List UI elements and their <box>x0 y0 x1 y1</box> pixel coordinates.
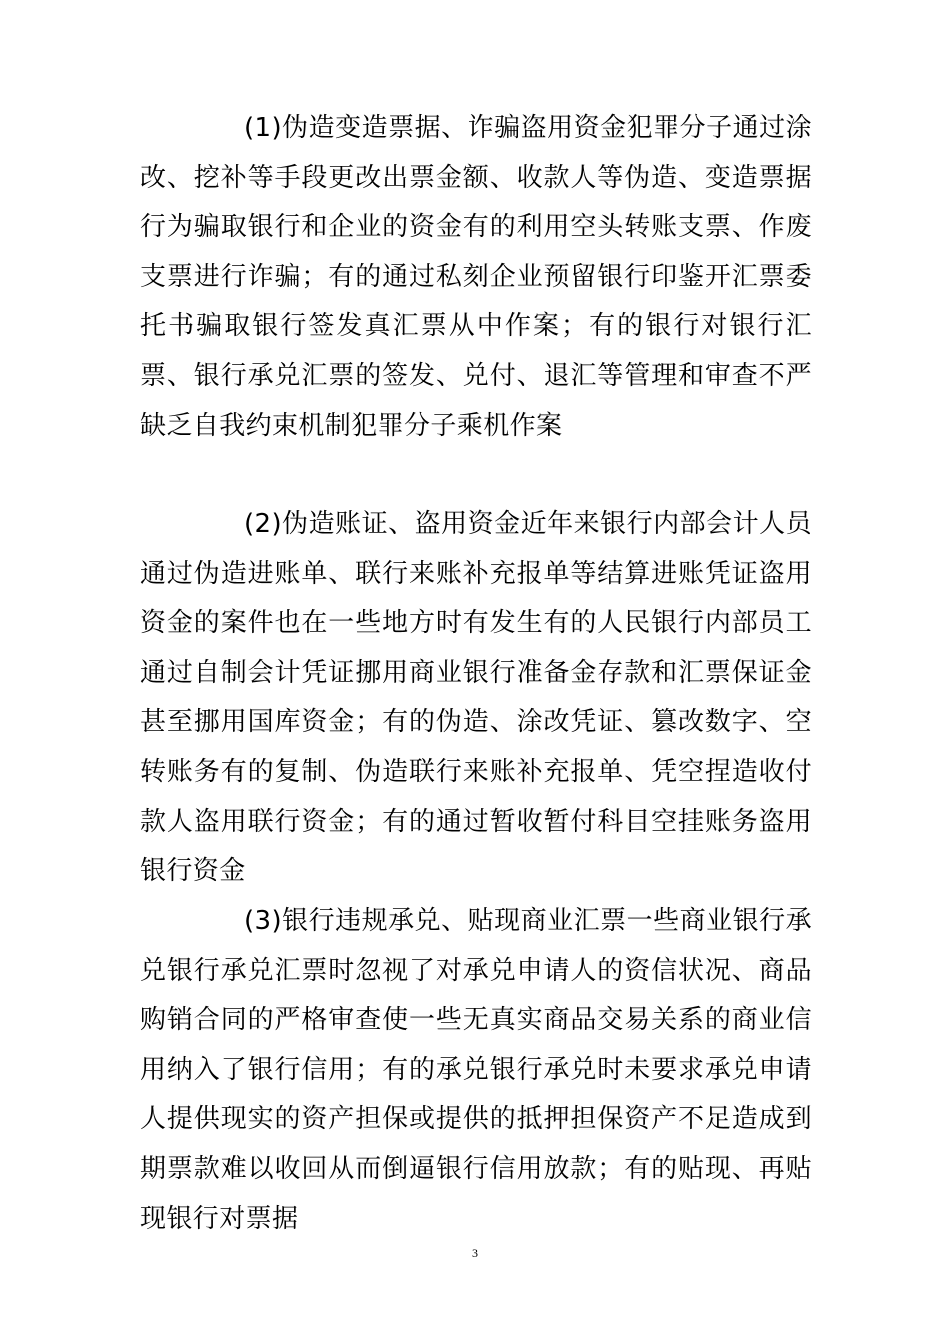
paragraph-1: (1)伪造变造票据、诈骗盗用资金犯罪分子通过涂改、挖补等手段更改出票金额、收款人等伪造、变造票据行为骗取银行和企业的资金有的利用空头转账支票、作废支票进行诈骗；有的通过私刻企业预留银行印鉴开汇票委托书骗取银行签发真汇票从中作案；有的银行对银行汇票、银行承兑汇票的签发、兑付、退汇等管理和审查不严缺乏自我约束机制犯罪分子乘机作案 <box>140 113 812 441</box>
page-number: 3 <box>472 1246 478 1260</box>
paragraph-3: (3)银行违规承兑、贴现商业汇票一些商业银行承兑银行承兑汇票时忽视了对承兑申请人的资信状况、商品购销合同的严格审查使一些无真实商品交易关系的商业信用纳入了银行信用；有的承兑银行承兑时未要求承兑申请人提供现实的资产担保或提供的抵押担保资产不足造成到期票款难以收回从而倒逼银行信用放款；有的贴现、再贴现银行对票据 <box>140 906 812 1234</box>
paragraph-2: (2)伪造账证、盗用资金近年来银行内部会计人员通过伪造进账单、联行来账补充报单等结算进账凭证盗用资金的案件也在一些地方时有发生有的人民银行内部员工通过自制会计凭证挪用商业银行准备金存款和汇票保证金甚至挪用国库资金；有的伪造、涂改凭证、篡改数字、空转账务有的复制、伪造联行来账补充报单、凭空捏造收付款人盗用联行资金；有的通过暂收暂付科目空挂账务盗用银行资金 <box>140 509 812 887</box>
